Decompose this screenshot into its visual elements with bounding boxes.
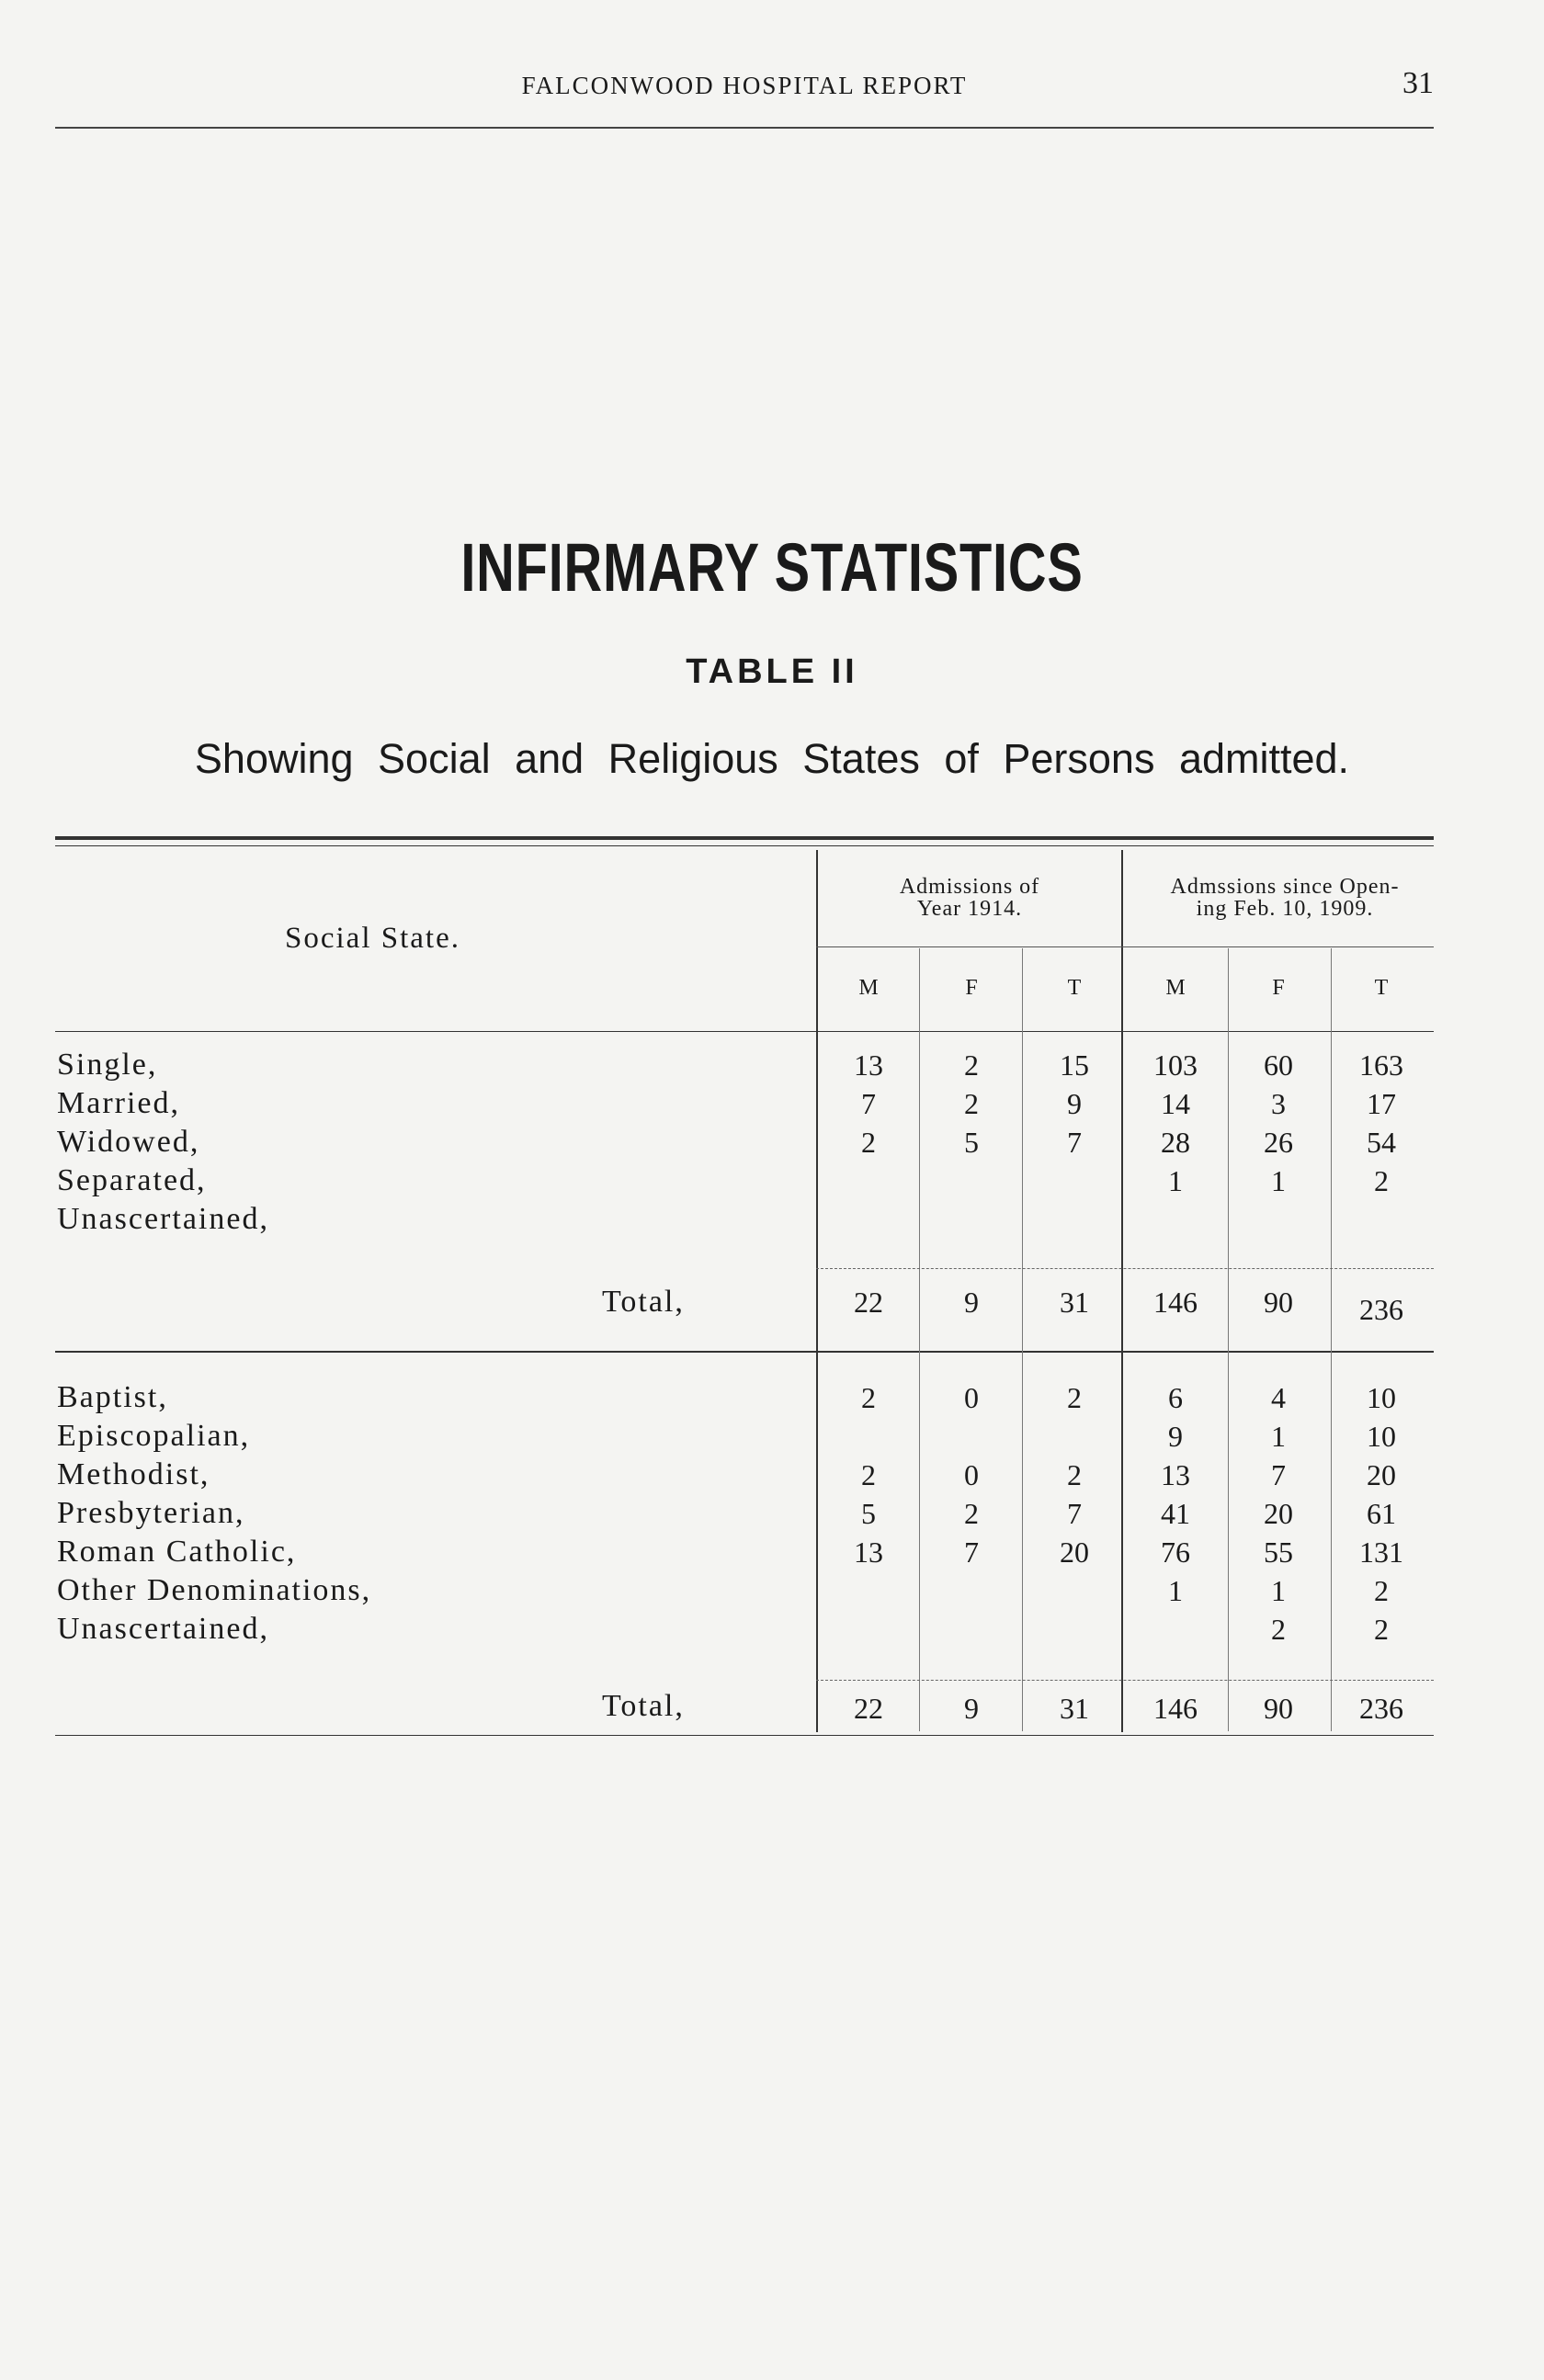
table-cell: 2	[1271, 1613, 1286, 1646]
table-cell: 0	[964, 1458, 979, 1491]
table-cell: 17	[1367, 1087, 1396, 1120]
group-header-rule	[816, 946, 1434, 947]
total-cell: 236	[1359, 1293, 1403, 1326]
table-cell: 2	[1374, 1574, 1389, 1607]
table-cell: 41	[1161, 1497, 1190, 1530]
column-divider	[919, 948, 920, 1731]
table-cell: 1	[1271, 1420, 1286, 1453]
table-cell: 60	[1264, 1048, 1293, 1082]
row-label: Methodist,	[57, 1457, 210, 1491]
table-cell: 9	[1067, 1087, 1082, 1120]
row-label: Single,	[57, 1048, 158, 1082]
total-cell: 9	[964, 1692, 979, 1725]
table-cell: 15	[1060, 1048, 1089, 1082]
table-cell: 54	[1367, 1126, 1396, 1159]
row-label: Widowed,	[57, 1125, 200, 1159]
column-header-t: T	[1374, 976, 1389, 1000]
subtotal-rule	[816, 1268, 1434, 1269]
table-cell: 2	[1374, 1164, 1389, 1197]
table-cell: 10	[1367, 1381, 1396, 1414]
table-cell: 14	[1161, 1087, 1190, 1120]
table-cell: 2	[1067, 1458, 1082, 1491]
table-cell: 20	[1367, 1458, 1396, 1491]
social-total-label: Total,	[602, 1285, 685, 1319]
total-cell: 31	[1060, 1286, 1089, 1319]
table-cell: 1	[1271, 1164, 1286, 1197]
total-cell: 9	[964, 1286, 979, 1319]
row-label: Married,	[57, 1086, 181, 1120]
table-label: TABLE II	[686, 652, 858, 691]
table-cell: 7	[1271, 1458, 1286, 1491]
table-cell: 4	[1271, 1381, 1286, 1414]
row-label: Baptist,	[57, 1380, 168, 1414]
page-number: 31	[1402, 66, 1434, 100]
subtotal-rule	[816, 1680, 1434, 1681]
table-cell: 131	[1359, 1536, 1403, 1569]
table-cell: 26	[1264, 1126, 1293, 1159]
running-title: FALCONWOOD HOSPITAL REPORT	[521, 72, 968, 99]
table-top-rule-thin	[55, 845, 1434, 846]
table-cell: 10	[1367, 1420, 1396, 1453]
table-cell: 1	[1271, 1574, 1286, 1607]
total-cell: 90	[1264, 1286, 1293, 1319]
row-label: Roman Catholic,	[57, 1535, 297, 1569]
table-cell: 28	[1161, 1126, 1190, 1159]
table-cell: 6	[1168, 1381, 1183, 1414]
table-cell: 7	[964, 1536, 979, 1569]
header-rule	[55, 127, 1434, 129]
table-cell: 20	[1264, 1497, 1293, 1530]
table-cell: 13	[1161, 1458, 1190, 1491]
row-label: Unascertained,	[57, 1202, 269, 1236]
total-cell: 90	[1264, 1692, 1293, 1725]
total-cell: 146	[1153, 1692, 1198, 1725]
table-cell: 2	[861, 1381, 876, 1414]
table-cell: 5	[861, 1497, 876, 1530]
column-header-m: M	[858, 976, 879, 1000]
column-header-t: T	[1067, 976, 1082, 1000]
page-header	[55, 66, 1434, 108]
column-divider	[1228, 948, 1229, 1731]
table-cell: 2	[861, 1458, 876, 1491]
column-header-m: M	[1165, 976, 1186, 1000]
table-cell: 61	[1367, 1497, 1396, 1530]
table-cell: 2	[964, 1048, 979, 1082]
column-header-f: F	[1272, 976, 1285, 1000]
table-cell: 2	[861, 1126, 876, 1159]
table-cell: 13	[854, 1048, 883, 1082]
table-subtitle: Showing Social and Religious States of Persons admitted.	[194, 735, 1350, 782]
table-cell: 5	[964, 1126, 979, 1159]
table-cell: 7	[861, 1087, 876, 1120]
group-header-1914: Admissions of Year 1914.	[899, 875, 1040, 921]
table-cell: 2	[964, 1087, 979, 1120]
row-label: Presbyterian,	[57, 1496, 245, 1530]
group-header-since-opening: Admssions since Open- ing Feb. 10, 1909.	[1170, 875, 1400, 921]
table-bottom-rule	[55, 1735, 1434, 1736]
row-label: Unascertained,	[57, 1612, 269, 1646]
total-cell: 146	[1153, 1286, 1198, 1319]
table-cell: 1	[1168, 1164, 1183, 1197]
table-cell: 9	[1168, 1420, 1183, 1453]
section-divider-rule	[55, 1351, 1434, 1353]
table-cell: 163	[1359, 1048, 1403, 1082]
total-cell: 31	[1060, 1692, 1089, 1725]
column-divider	[1331, 948, 1332, 1731]
religious-total-label: Total,	[602, 1689, 685, 1723]
group-divider-right	[1121, 850, 1123, 1732]
table-top-rule	[55, 836, 1434, 840]
table-cell: 1	[1168, 1574, 1183, 1607]
page-title: INFIRMARY STATISTICS	[460, 529, 1084, 606]
total-cell: 236	[1359, 1692, 1403, 1725]
table-cell: 2	[1067, 1381, 1082, 1414]
column-divider	[1022, 948, 1023, 1731]
table-cell: 20	[1060, 1536, 1089, 1569]
table-cell: 3	[1271, 1087, 1286, 1120]
column-header-f: F	[965, 976, 978, 1000]
table-cell: 0	[964, 1381, 979, 1414]
table-cell: 103	[1153, 1048, 1198, 1082]
table-cell: 76	[1161, 1536, 1190, 1569]
table-cell: 13	[854, 1536, 883, 1569]
table-cell: 7	[1067, 1126, 1082, 1159]
row-label: Other Denominations,	[57, 1573, 372, 1607]
row-label: Episcopalian,	[57, 1419, 251, 1453]
group-divider-left	[816, 850, 818, 1732]
row-label: Separated,	[57, 1163, 207, 1197]
total-cell: 22	[854, 1692, 883, 1725]
header-bottom-rule	[55, 1031, 1434, 1032]
total-cell: 22	[854, 1286, 883, 1319]
table-cell: 55	[1264, 1536, 1293, 1569]
table-cell: 2	[1374, 1613, 1389, 1646]
table-cell: 7	[1067, 1497, 1082, 1530]
table-cell: 2	[964, 1497, 979, 1530]
stub-header: Social State.	[285, 922, 460, 955]
